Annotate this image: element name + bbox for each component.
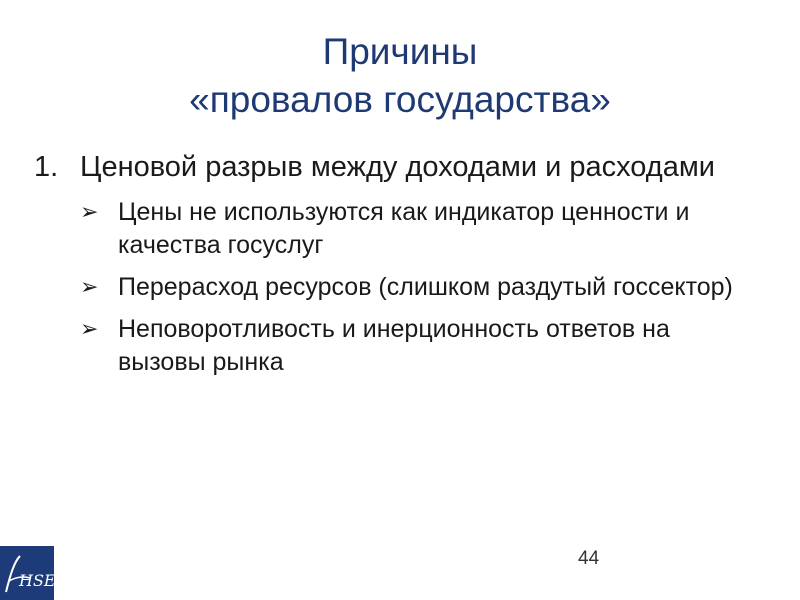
arrowhead-bullet-icon: ➢ — [80, 317, 99, 342]
logo-text: HSE — [19, 571, 54, 590]
hse-logo — [0, 546, 54, 600]
sub-bullet-2 — [80, 271, 764, 304]
item-heading: Ценовой разрыв между доходами и расходами — [80, 151, 715, 183]
arrowhead-bullet-icon: ➢ — [80, 200, 99, 225]
item-number: 1. — [34, 151, 59, 183]
slide-content — [34, 147, 764, 379]
page-number: 44 — [578, 548, 600, 569]
sub-bullet-1 — [80, 196, 764, 262]
slide-title — [0, 28, 800, 124]
arrowhead-bullet-icon: ➢ — [80, 275, 99, 300]
sub-bullet-3 — [80, 313, 764, 379]
slide-title-line-1: Причины — [322, 31, 478, 72]
sub-bullet-text: Перерасход ресурсов (слишком раздутый госсектор) — [118, 273, 733, 301]
hse-logo-mark-icon — [0, 546, 54, 600]
numbered-item — [34, 147, 764, 187]
sub-bullet-text: Неповоротливость и инерционность ответов на вызовы рынка — [118, 315, 670, 376]
sub-bullet-text: Цены не используются как индикатор ценности и качества госуслуг — [118, 198, 690, 259]
slide-title-line-2: «провалов государства» — [189, 79, 611, 120]
